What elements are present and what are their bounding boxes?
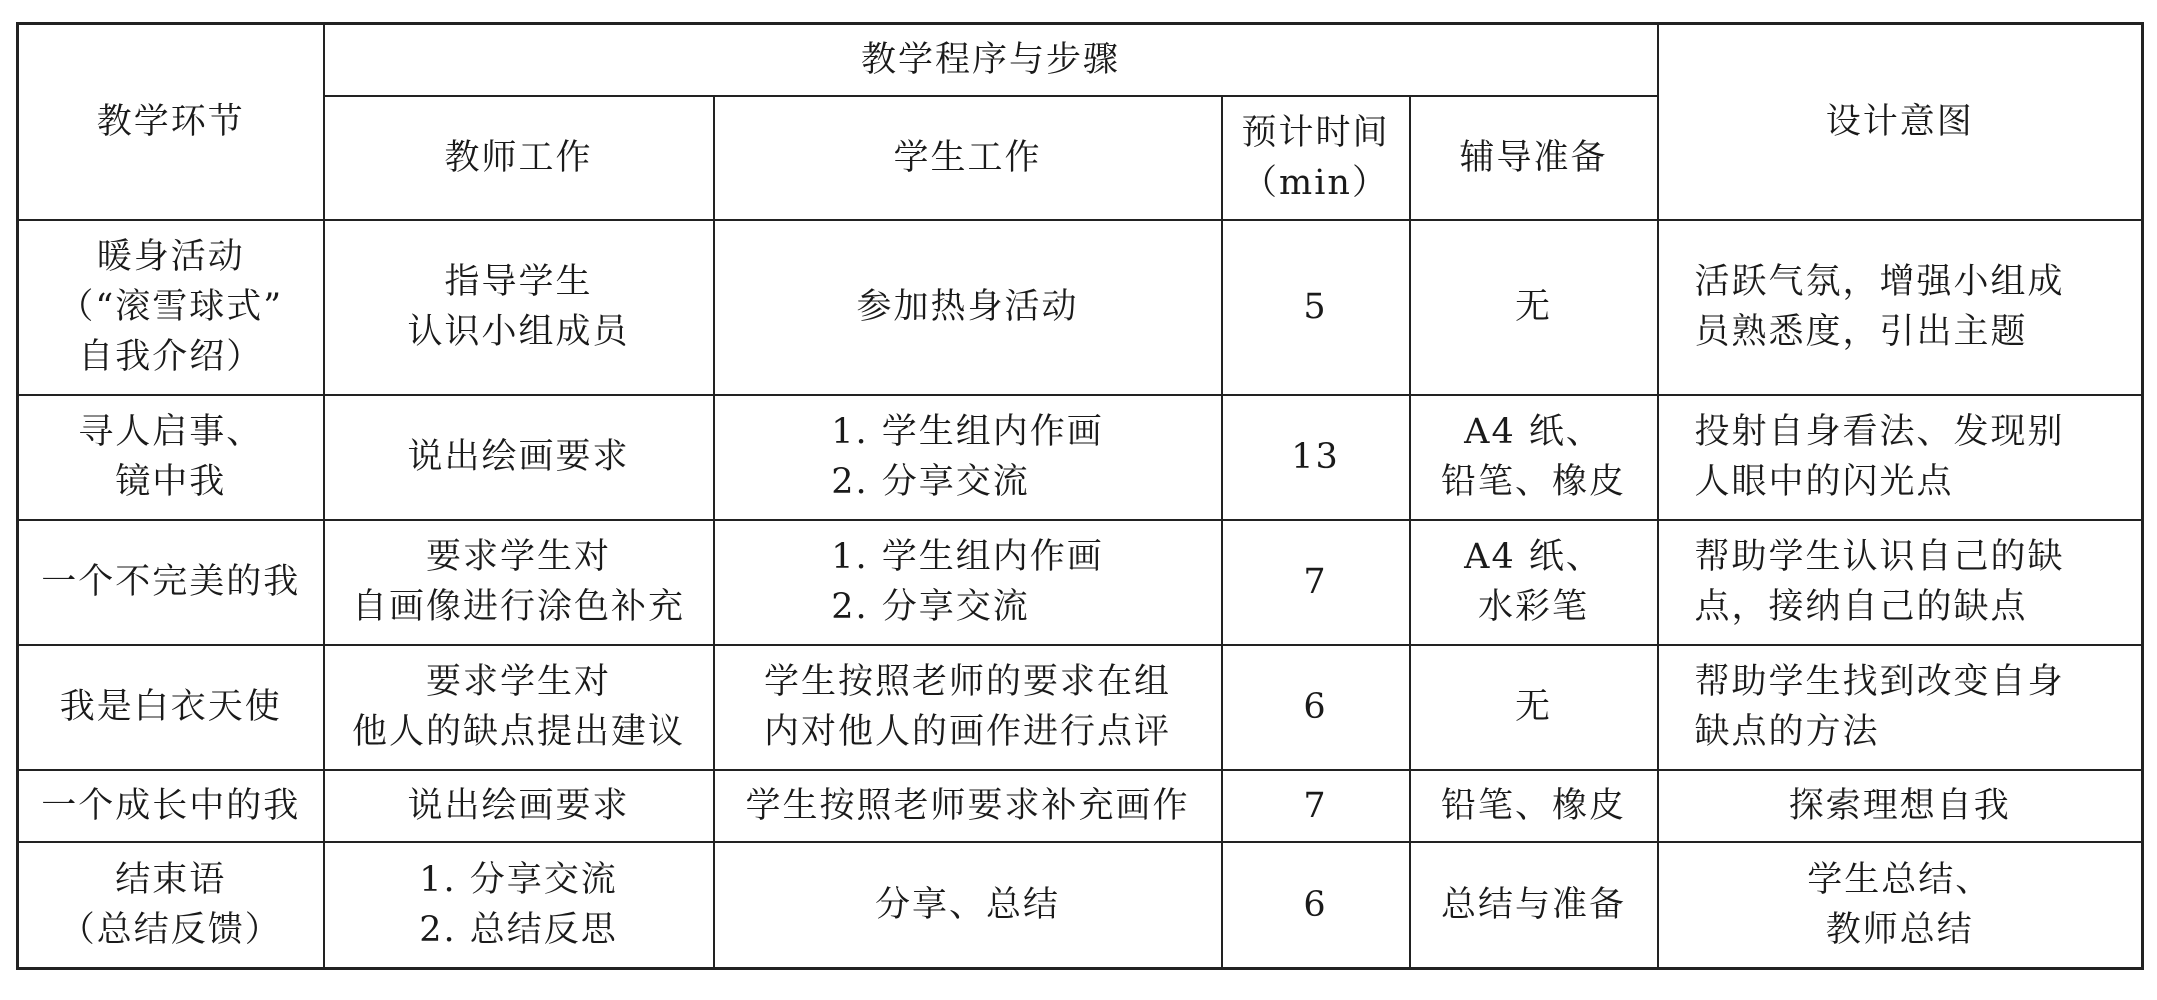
header-time <box>1222 96 1410 220</box>
student-steps <box>831 407 1104 507</box>
time-cell: 5 <box>1222 220 1410 395</box>
student-cell <box>714 395 1222 520</box>
prep-line: A4 纸、 <box>1464 412 1603 452</box>
header-design: 设计意图 <box>1658 24 2143 220</box>
student-line: 学生按照老师要求补充画作 <box>745 785 1190 826</box>
prep-cell <box>1410 395 1658 520</box>
design-cell <box>1658 520 2143 645</box>
student-line: 1. 学生组内作画 <box>831 537 1104 577</box>
header-student-work: 学生工作 <box>714 96 1222 220</box>
design-line: 点，接纳自己的缺点 <box>1694 587 2028 627</box>
time-cell: 7 <box>1222 520 1410 645</box>
header-teacher-work: 教师工作 <box>324 96 714 220</box>
student-line: 学生按照老师的要求在组 <box>763 662 1171 702</box>
teacher-cell <box>324 770 714 842</box>
student-line: 2. 分享交流 <box>831 462 1030 502</box>
design-line: 探索理想自我 <box>1788 785 2011 826</box>
header-row-top <box>18 24 2143 96</box>
table-row <box>18 770 2143 842</box>
prep-line: 总结与准备 <box>1441 884 1627 925</box>
teacher-cell <box>324 842 714 969</box>
teacher-line: 他人的缺点提出建议 <box>351 712 685 752</box>
design-line: 人眼中的闪光点 <box>1694 462 1954 502</box>
table-row <box>18 842 2143 969</box>
student-cell <box>714 220 1222 395</box>
prep-line: 无 <box>1515 287 1553 327</box>
stage-line: 镜中我 <box>115 462 227 502</box>
teacher-line: 说出绘画要求 <box>407 437 630 477</box>
student-cell <box>714 842 1222 969</box>
teacher-cell <box>324 220 714 395</box>
teacher-cell <box>324 520 714 645</box>
teacher-line: 2. 总结反思 <box>419 909 618 950</box>
design-line: 帮助学生认识自己的缺 <box>1694 537 2065 577</box>
prep-line: 水彩笔 <box>1478 587 1590 627</box>
student-steps <box>831 532 1104 632</box>
header-time-unit: （min） <box>1242 162 1389 203</box>
prep-cell <box>1410 770 1658 842</box>
student-cell <box>714 770 1222 842</box>
table-row <box>18 220 2143 395</box>
prep-line: 无 <box>1515 687 1553 727</box>
student-cell <box>714 645 1222 770</box>
header-procedure: 教学程序与步骤 <box>324 24 1658 96</box>
stage-cell <box>18 645 324 770</box>
teacher-line: 认识小组成员 <box>407 312 630 352</box>
student-cell <box>714 520 1222 645</box>
time-cell: 13 <box>1222 395 1410 520</box>
teacher-cell <box>324 395 714 520</box>
design-line: 帮助学生找到改变自身 <box>1694 662 2065 702</box>
design-cell <box>1658 842 2143 969</box>
teacher-line: 要求学生对 <box>425 537 611 577</box>
design-line: 缺点的方法 <box>1694 712 1880 752</box>
design-line: 学生总结、 <box>1807 859 1993 900</box>
stage-line: 自我介绍） <box>78 337 264 377</box>
teacher-steps <box>419 855 618 955</box>
stage-cell <box>18 770 324 842</box>
teacher-line: 说出绘画要求 <box>407 785 630 826</box>
prep-line: A4 纸、 <box>1464 537 1603 577</box>
student-line: 内对他人的画作进行点评 <box>763 712 1171 752</box>
prep-cell <box>1410 842 1658 969</box>
design-line: 员熟悉度，引出主题 <box>1694 312 2028 352</box>
stage-line: 一个成长中的我 <box>41 785 301 826</box>
student-line: 参加热身活动 <box>856 287 1079 327</box>
table-row <box>18 645 2143 770</box>
time-cell: 7 <box>1222 770 1410 842</box>
prep-cell <box>1410 220 1658 395</box>
prep-cell <box>1410 645 1658 770</box>
prep-line: 铅笔、橡皮 <box>1441 785 1627 826</box>
stage-line: 我是白衣天使 <box>59 687 282 727</box>
stage-line: 一个不完美的我 <box>41 562 301 602</box>
design-line: 活跃气氛，增强小组成 <box>1694 262 2065 302</box>
prep-line: 铅笔、橡皮 <box>1441 462 1627 502</box>
design-line: 教师总结 <box>1825 909 1974 950</box>
stage-cell <box>18 395 324 520</box>
design-cell <box>1658 770 2143 842</box>
student-line: 1. 学生组内作画 <box>831 412 1104 452</box>
design-cell <box>1658 645 2143 770</box>
teacher-line: 指导学生 <box>444 262 593 302</box>
design-line: 投射自身看法、发现别 <box>1694 412 2065 452</box>
student-line: 分享、总结 <box>874 884 1060 925</box>
stage-line: 结束语 <box>115 859 227 900</box>
stage-cell <box>18 520 324 645</box>
stage-cell <box>18 842 324 969</box>
teacher-line: 1. 分享交流 <box>419 859 618 900</box>
design-cell <box>1658 395 2143 520</box>
time-cell: 6 <box>1222 645 1410 770</box>
table-row <box>18 395 2143 520</box>
lesson-plan-table <box>16 22 2144 970</box>
stage-line: 暖身活动 <box>96 237 245 277</box>
teacher-line: 自画像进行涂色补充 <box>351 587 685 627</box>
stage-cell <box>18 220 324 395</box>
teacher-cell <box>324 645 714 770</box>
student-line: 2. 分享交流 <box>831 587 1030 627</box>
stage-line: （总结反馈） <box>59 909 282 950</box>
header-stage: 教学环节 <box>18 24 324 220</box>
teacher-line: 要求学生对 <box>425 662 611 702</box>
stage-line: （“滚雪球式” <box>58 287 284 327</box>
prep-cell <box>1410 520 1658 645</box>
time-cell: 6 <box>1222 842 1410 969</box>
stage-line: 寻人启事、 <box>78 412 264 452</box>
table-row <box>18 520 2143 645</box>
header-prep: 辅导准备 <box>1410 96 1658 220</box>
design-cell <box>1658 220 2143 395</box>
header-time-label: 预计时间 <box>1241 112 1390 153</box>
